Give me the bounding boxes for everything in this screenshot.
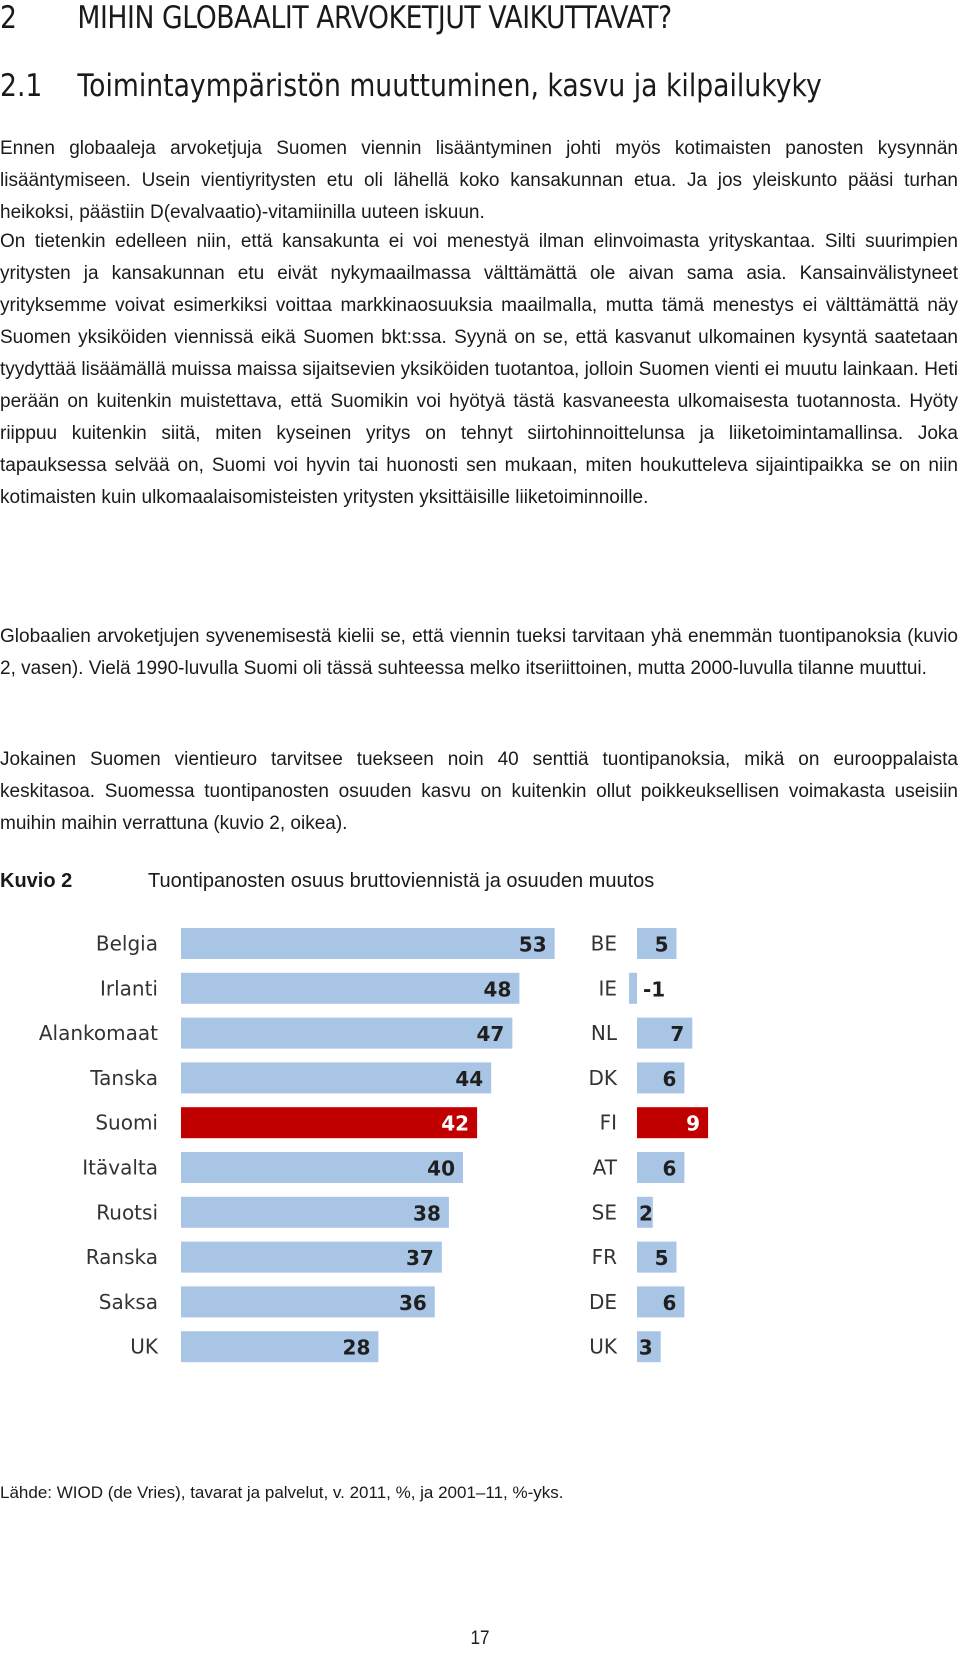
left-category-label: Alankomaat xyxy=(38,1021,158,1046)
left-bar-value: 36 xyxy=(398,1290,427,1315)
left-bar xyxy=(181,1286,435,1317)
right-bar-value: 5 xyxy=(654,1246,669,1271)
chapter-title: MIHIN GLOBAALIT ARVOKETJUT VAIKUTTAVAT? xyxy=(77,0,672,36)
left-category-label: Suomi xyxy=(95,1110,158,1135)
left-bar xyxy=(181,1197,449,1228)
right-bar-value: 3 xyxy=(638,1335,653,1360)
left-bar-value: 37 xyxy=(406,1246,434,1271)
left-bar xyxy=(181,973,519,1004)
right-category-label: UK xyxy=(589,1334,617,1359)
right-category-label: SE xyxy=(591,1200,617,1225)
right-bar xyxy=(637,1286,684,1317)
section-heading xyxy=(0,68,822,104)
chapter-number: 2 xyxy=(0,0,17,36)
left-category-label: Saksa xyxy=(98,1289,158,1314)
right-category-label: DE xyxy=(588,1289,617,1314)
right-bar-value: 2 xyxy=(639,1201,653,1226)
right-category-label: BE xyxy=(590,931,617,956)
left-bar xyxy=(181,1107,477,1138)
left-category-label: Irlanti xyxy=(99,976,158,1001)
left-bar-value: 47 xyxy=(476,1022,505,1047)
right-category-label: FI xyxy=(599,1110,617,1135)
right-bar-value: 5 xyxy=(654,932,669,957)
left-category-label: Itävalta xyxy=(82,1155,158,1180)
paragraph-3: Globaalien arvoketjujen syvenemisestä kielii se, että viennin tueksi tarvitaan yhä enemmän tuontipanoksia (kuvio 2, vasen). Vielä 1990-luvulla Suomi oli tässä suhteessa melko itseriittoinen, mutta 2000-luvulla tilanne muuttui. xyxy=(0,626,958,679)
left-bar-value: 53 xyxy=(518,932,547,957)
right-category-label: FR xyxy=(591,1245,617,1270)
left-category-label: Ruotsi xyxy=(96,1200,158,1225)
figure-label: Kuvio 2 xyxy=(0,870,73,892)
left-bar xyxy=(181,1062,491,1093)
right-category-label: DK xyxy=(588,1065,617,1090)
figure-title: Tuontipanosten osuus bruttoviennistä ja osuuden muutos xyxy=(148,870,655,892)
left-category-label: UK xyxy=(130,1334,158,1359)
right-category-label: NL xyxy=(590,1021,617,1046)
left-category-label: Ranska xyxy=(85,1245,158,1270)
right-bar-value: 9 xyxy=(686,1111,701,1136)
left-category-label: Belgia xyxy=(95,931,158,956)
paragraph-2: On tietenkin edelleen niin, että kansakunta ei voi menestyä ilman elinvoimasta yrityskantaa. Silti suurimpien yritysten ja kansakunnan etu eivät nykymaailmassa välttämättä ole aivan sama asia. Kansainvälistyneet yrityksemme voivat esimerkiksi voittaa markkinaosuuksia maailmalla, mutta tämä menestys ei välttämättä näy Suomen yksiköiden viennissä eikä Suomen bkt:ssa. Syynä on se, että kasvanut ulkomainen kysyntä saatetaan tyydyttää lisäämällä muissa maissa sijaitsevien yksiköiden tuotantoa, jolloin Suomen vienti ei muutu lainkaan. Heti perään on kuitenkin muistettava, että Suomikin voi hyötyä tästä kasvaneesta ulkomaisesta tuotannosta. Hyöty riippuu kuitenkin siitä, miten kyseinen yritys on tehnyt siirtohinnoittelunsa ja liiketoimintamallinsa. Joka tapauksessa selvää on, Suomi voi hyvin tai huonosti sen mukaan, miten houkutteleva sijaintipaikka se on niin kotimaisten kuin ulkomaalaisomisteisten yritysten yksittäisille liiketoiminnoille. xyxy=(0,231,958,508)
right-bar-value: 6 xyxy=(662,1290,677,1315)
paragraph-1: Ennen globaaleja arvoketjuja Suomen viennin lisääntyminen johti myös kotimaisten panosten kysynnän lisääntymiseen. Usein vientiyritysten etu oli lähellä koko kansakunnan etua. Ja jos yleiskunto pääsi turhan heikoksi, päästiin D(evalvaatio)-vitamiinilla uuteen iskuun. xyxy=(0,138,958,223)
right-bar xyxy=(637,1152,684,1183)
right-bar-value: 6 xyxy=(662,1156,677,1181)
right-bar xyxy=(629,973,637,1004)
page-number: 17 xyxy=(470,1628,490,1649)
section-title: Toimintaympäristön muuttuminen, kasvu ja kilpailukyky xyxy=(77,68,822,104)
left-bar-value: 38 xyxy=(413,1201,441,1226)
right-bar-value: 6 xyxy=(662,1066,677,1091)
left-bar-value: 42 xyxy=(441,1111,470,1136)
right-bar-value: 7 xyxy=(670,1022,685,1047)
right-category-label: IE xyxy=(598,976,617,1001)
left-bar xyxy=(181,1152,463,1183)
chapter-heading xyxy=(0,0,672,36)
left-bar-value: 40 xyxy=(427,1156,455,1181)
right-bar xyxy=(637,1062,684,1093)
right-category-label: AT xyxy=(592,1155,617,1180)
left-category-label: Tanska xyxy=(90,1065,158,1090)
left-bar xyxy=(181,1242,442,1273)
left-bar-value: 48 xyxy=(483,977,512,1002)
figure-chart xyxy=(0,920,960,1380)
left-bar xyxy=(181,928,555,959)
left-bar-value: 44 xyxy=(455,1066,484,1091)
section-number: 2.1 xyxy=(0,68,43,104)
source-note: Lähde: WIOD (de Vries), tavarat ja palvelut, v. 2011, %, ja 2001–11, %-yks. xyxy=(0,1483,564,1502)
left-bar xyxy=(181,1018,512,1049)
right-bar-value: -1 xyxy=(643,977,666,1002)
left-bar-value: 28 xyxy=(342,1335,371,1360)
paragraph-4: Jokainen Suomen vientieuro tarvitsee tuekseen noin 40 senttiä tuontipanoksia, mikä on eurooppalaista keskitasoa. Suomessa tuontipanosten osuuden kasvu on kuitenkin ollut poikkeuksellisen voimakasta useisiin muihin maihin verrattuna (kuvio 2, oikea). xyxy=(0,749,958,834)
